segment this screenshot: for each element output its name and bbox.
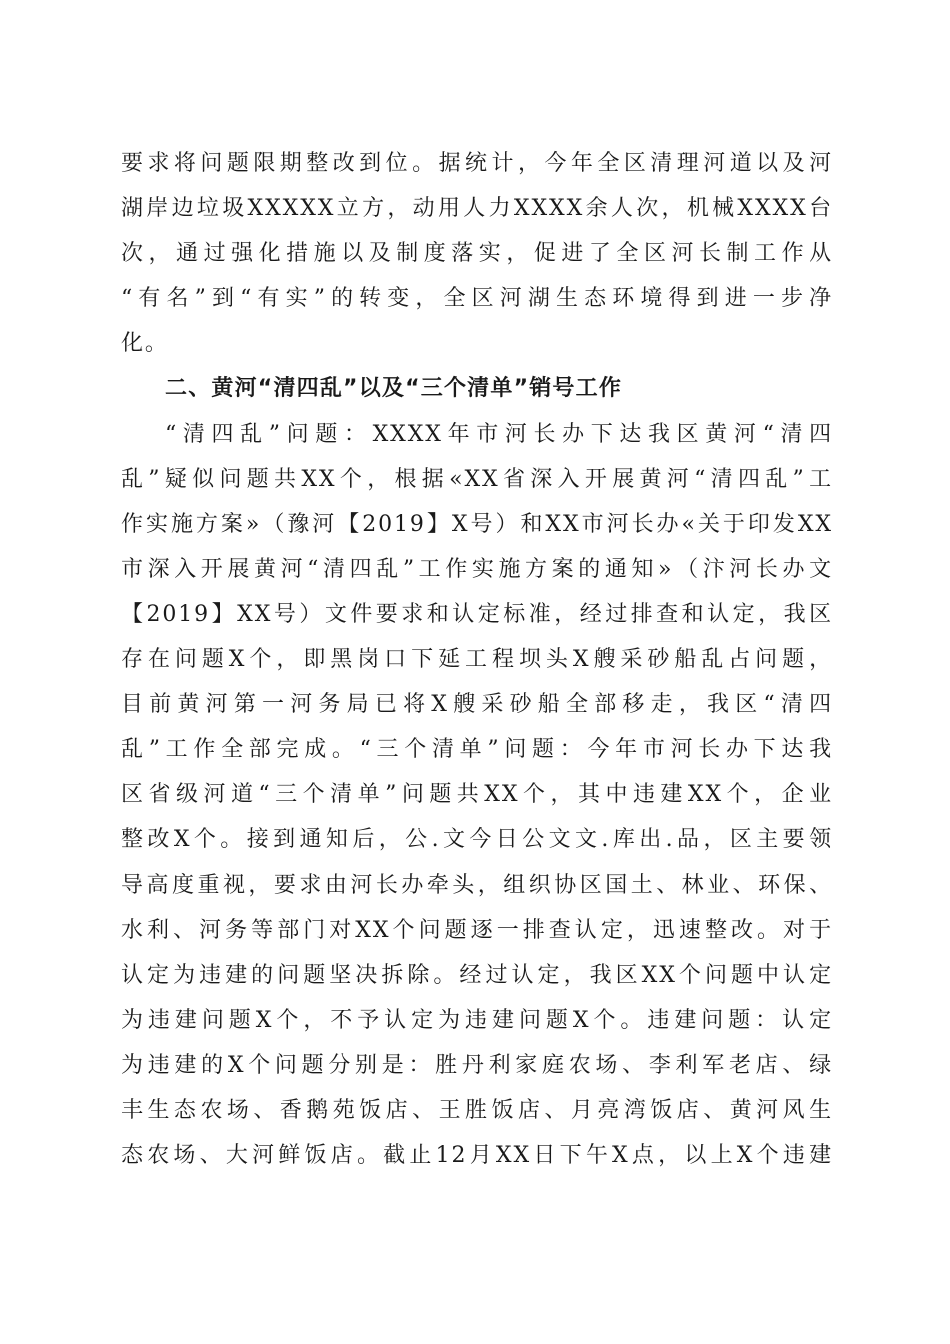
paragraph-2-line-16: 丰生态农场、香鹅苑饭店、王胜饭店、月亮湾饭店、黄河风生: [121, 1097, 833, 1123]
paragraph-1-line-3: 次，通过强化措施以及制度落实，促进了全区河长制工作从: [121, 241, 833, 267]
paragraph-2-line-3: 作实施方案»（豫河【2019】X号）和XX市河长办«关于印发XX: [121, 511, 833, 537]
paragraph-2-line-15: 为违建的X个问题分别是：胜丹利家庭农场、李利军老店、绿: [121, 1052, 833, 1078]
paragraph-1-line-4: “有名”到“有实”的转变，全区河湖生态环境得到进一步净: [121, 286, 833, 312]
paragraph-2-line-2: 乱”疑似问题共XX个，根据«XX省深入开展黄河“清四乱”工: [121, 466, 833, 492]
paragraph-2-line-1: “清四乱”问题：XXXX年市河长办下达我区黄河“清四: [165, 421, 833, 447]
paragraph-2-line-11: 导高度重视，要求由河长办牵头，组织协区国土、林业、环保、: [121, 872, 833, 898]
document-body: [121, 141, 833, 1178]
paragraph-1-line-5: 化。: [121, 331, 169, 357]
paragraph-2-line-12: 水利、河务等部门对XX个问题逐一排查认定，迅速整改。对于: [121, 917, 833, 943]
paragraph-1-line-1: 要求将问题限期整改到位。据统计，今年全区清理河道以及河: [121, 151, 833, 176]
paragraph-2-line-4: 市深入开展黄河“清四乱”工作实施方案的通知»（汴河长办文: [121, 556, 833, 582]
paragraph-1-line-2: 湖岸边垃圾XXXXX立方，动用人力XXXX余人次，机械XXXX台: [121, 196, 833, 222]
paragraph-2-line-13: 认定为违建的问题坚决拆除。经过认定，我区XX个问题中认定: [121, 962, 833, 988]
paragraph-2-line-6: 存在问题X个，即黑岗口下延工程坝头X艘采砂船乱占问题，: [121, 647, 833, 673]
paragraph-2-line-9: 区省级河道“三个清单”问题共XX个，其中违建XX个，企业: [121, 782, 833, 808]
section-heading-2: 二、黄河“清四乱”以及“三个清单”销号工作: [165, 376, 623, 402]
paragraph-2-line-5: 【2019】XX号）文件要求和认定标准，经过排查和认定，我区: [121, 601, 833, 627]
paragraph-2-line-10: 整改X个。接到通知后，公.文今日公文文.库出.品，区主要领: [121, 827, 833, 853]
paragraph-2-line-17: 态农场、大河鲜饭店。截止12月XX日下午X点，以上X个违建: [121, 1143, 833, 1169]
paragraph-2-line-14: 为违建问题X个，不予认定为违建问题X个。违建问题：认定: [121, 1007, 833, 1033]
paragraph-2-line-7: 目前黄河第一河务局已将X艘采砂船全部移走，我区“清四: [121, 692, 833, 718]
paragraph-2-line-8: 乱”工作全部完成。“三个清单”问题：今年市河长办下达我: [121, 737, 833, 763]
